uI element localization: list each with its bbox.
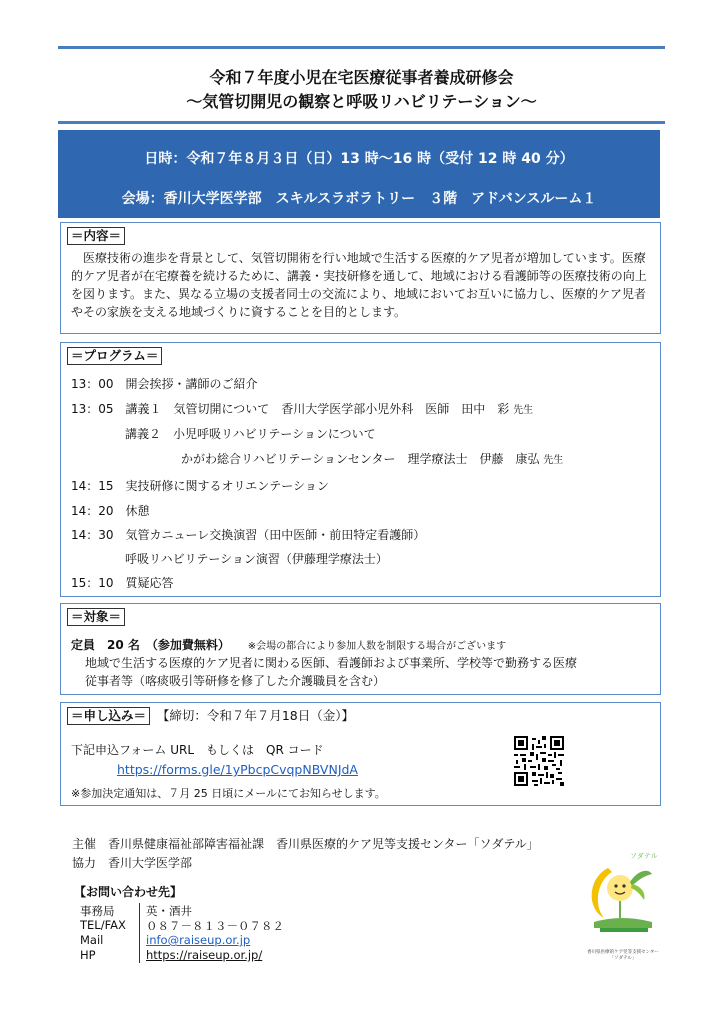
application-header: ＝申し込み＝ [67, 707, 150, 725]
logo-caption-line-2: 「ソダテル」 [609, 956, 637, 961]
program-row-6: 14：20 休憩 [71, 504, 150, 518]
contact-mail-link[interactable]: info@raiseup.or.jp [146, 933, 251, 947]
program-section [60, 342, 661, 597]
contact-label-office: 事務局 [80, 904, 115, 918]
program-row-1: 13：00 開会挨拶・講師のご紹介 [71, 377, 258, 391]
program-row-7: 14：30 気管カニューレ交換演習（田中医師・前田特定看護師） [71, 528, 426, 542]
event-datetime: 日時：令和７年８月３日（日）13 時～16 時（受付 12 時 40 分） [144, 151, 574, 167]
target-line-2: 従事者等（喀痰吸引等研修を修了した介護職員を含む） [85, 674, 386, 688]
title-rule [58, 121, 665, 124]
program-lecture-2-honorific: 先生 [543, 455, 564, 466]
program-header: ＝プログラム＝ [67, 347, 162, 365]
contact-header: 【お問い合わせ先】 [74, 885, 183, 899]
logo-caption [582, 950, 664, 962]
content-section [60, 222, 661, 334]
program-row-8: 呼吸リハビリテーション演習（伊藤理学療法士） [125, 552, 388, 566]
cooperation: 協力 香川大学医学部 [72, 856, 193, 870]
application-form-text: 下記申込フォーム URL もしくは QR コード [71, 743, 324, 757]
datetime-venue-band [58, 130, 660, 218]
contact-hp-link[interactable]: https://raiseup.or.jp/ [146, 948, 263, 962]
logo-wordmark: ソダテル [630, 852, 658, 860]
target-line-1: 地域で生活する医療的ケア児者に関わる医師、看護師および事業所、学校等で勤務する医療 [85, 656, 578, 670]
content-header: ＝内容＝ [67, 227, 125, 245]
target-header: ＝対象＝ [67, 608, 125, 626]
program-lecture-1-honorific: 先生 [513, 405, 534, 416]
target-capacity: 定員 20 名 （参加費無料） [71, 638, 230, 652]
top-rule [58, 46, 665, 49]
application-deadline: 【締切：令和７年７月18日（金）】 [156, 708, 355, 723]
event-venue: 会場：香川大学医学部 スキルスラボラトリー ３階 アドバンスルーム１ [121, 191, 597, 207]
title-line-1: 令和７年度小児在宅医療従事者養成研修会 [209, 68, 514, 87]
contact-label-tel: TEL/FAX [80, 918, 126, 932]
logo-caption-line-1: 香川県医療的ケア児等支援センター [587, 950, 659, 955]
program-row-2 [71, 400, 533, 417]
target-section [60, 603, 661, 695]
title-line-2: ～気管切開児の観察と呼吸リハビリテーション～ [186, 92, 537, 111]
qr-code-icon[interactable] [514, 736, 564, 786]
contact-value-tel: ０８７－８１３－０７８２ [146, 919, 284, 933]
contact-label-mail: Mail [80, 933, 104, 947]
program-row-5: 14：15 実技研修に関するオリエンテーション [71, 479, 329, 493]
program-row-9: 15：10 質疑応答 [71, 576, 174, 590]
application-notice: ※参加決定通知は、７月 25 日頃にメールにてお知らせします。 [71, 787, 386, 800]
page-title [58, 66, 665, 114]
program-lecture-2-speaker: かがわ総合リハビリテーションセンター 理学療法士 伊藤 康弘 [181, 452, 540, 466]
content-text: 医療技術の進歩を背景として、気管切開術を行い地域で生活する医療的ケア児者が増加しています。医療的ケア児者が在宅療養を続けるために、講義・実技研修を通して、地域における看護師等の医療技術の向上を図ります。また、異なる立場の支援者同士の交流により、地域においてお互いに協力し、医療的ケア児者やその家族を支える地域づくりに資することを目的とします。 [71, 251, 647, 319]
contact-divider [139, 903, 140, 963]
target-capacity-note: ※会場の都合により参加人数を制限する場合がございます [247, 641, 507, 652]
program-lecture-1: 13：05 講義１ 気管切開について 香川大学医学部小児外科 医師 田中 彩 [71, 402, 510, 416]
application-section [60, 702, 661, 806]
sodateru-logo-icon [586, 848, 658, 958]
target-capacity-row [71, 636, 506, 653]
contact-value-office: 英・酒井 [146, 904, 192, 918]
contact-label-hp: HP [80, 948, 96, 962]
program-row-4 [181, 450, 563, 467]
application-form-link[interactable]: https://forms.gle/1yPbcpCvqpNBVNJdA [117, 762, 358, 777]
organizer: 主催 香川県健康福祉部障害福祉課 香川県医療的ケア児等支援センター「ソダテル」 [72, 837, 539, 851]
program-row-3: 講義２ 小児呼吸リハビリテーションについて [125, 427, 376, 441]
